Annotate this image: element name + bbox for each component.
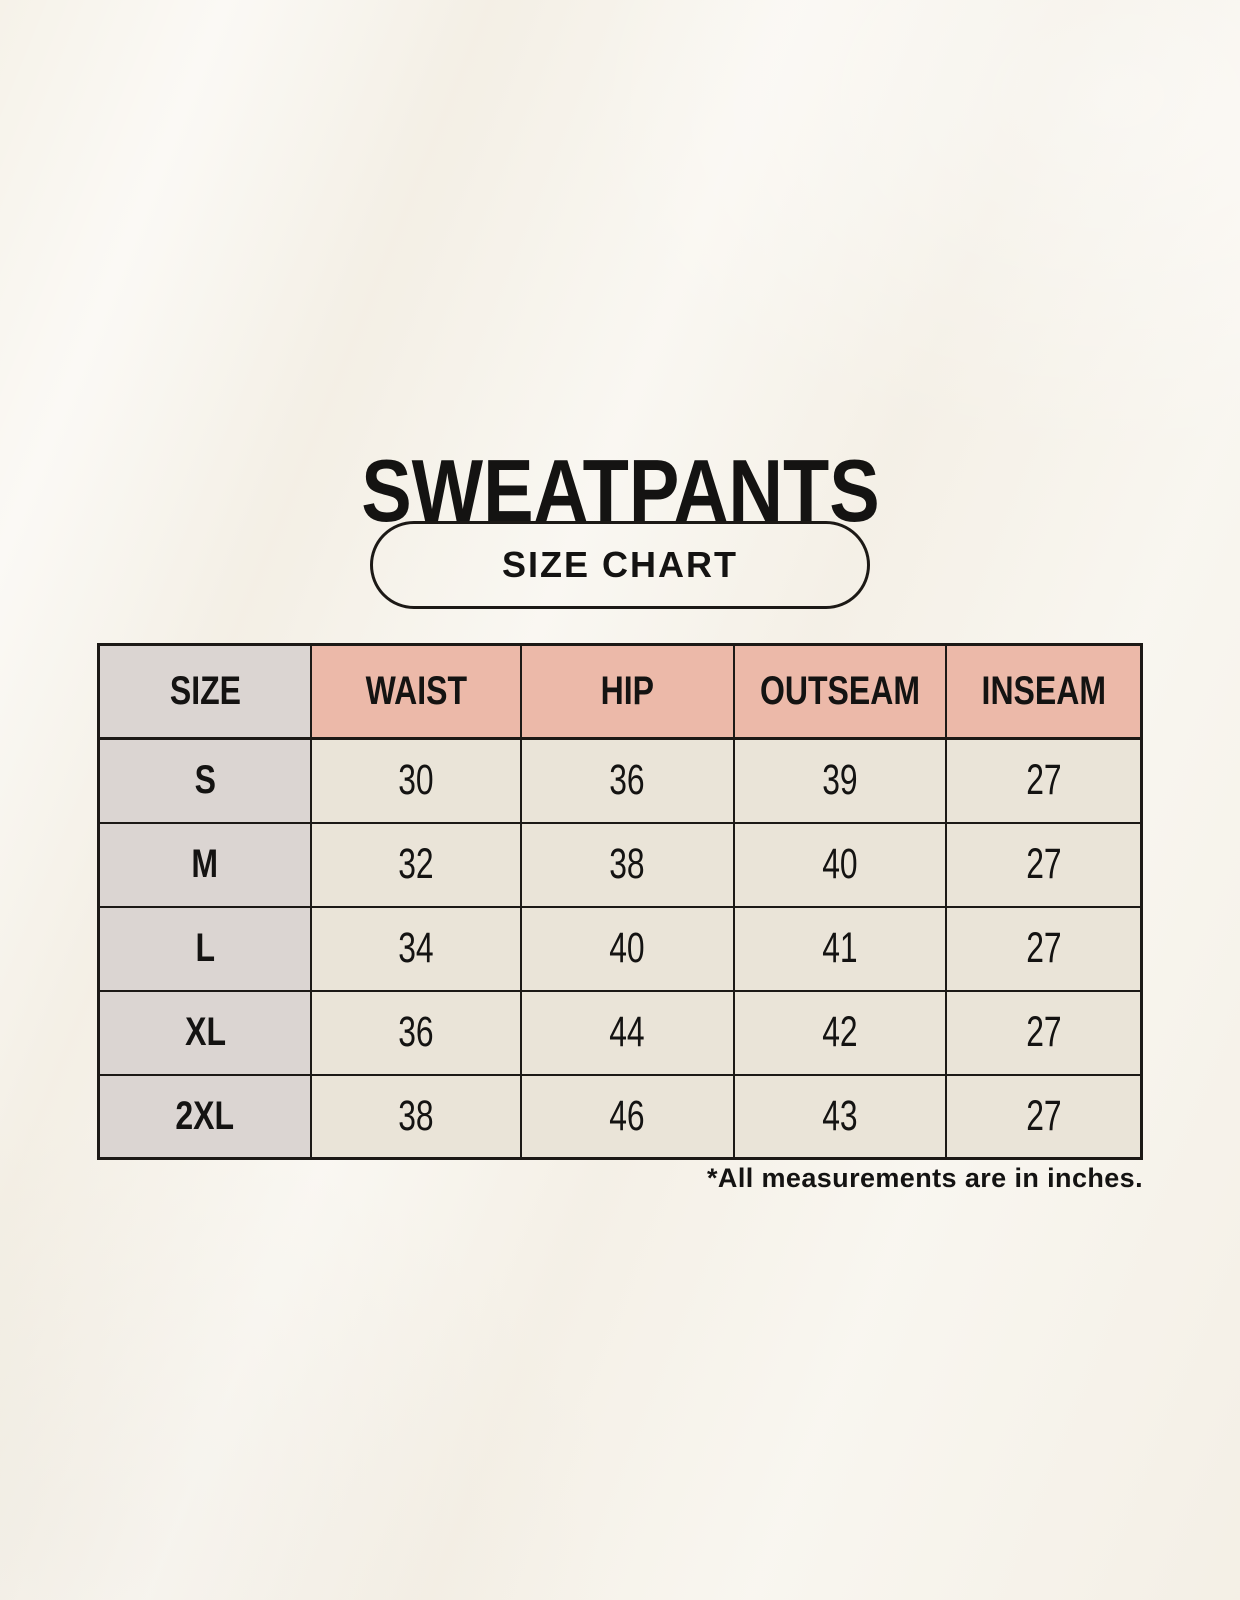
size-table-container xyxy=(97,643,1143,1160)
measurement-value: 27 xyxy=(1026,1091,1062,1140)
measurement-value: 38 xyxy=(609,840,645,888)
header-row xyxy=(99,645,1142,739)
cell-l-hip xyxy=(521,907,734,991)
measurement-value: 42 xyxy=(822,1008,858,1056)
cell-m-inseam xyxy=(946,823,1141,907)
cell-l-outseam xyxy=(734,907,947,991)
size-row-m xyxy=(99,823,1142,907)
size-label-m xyxy=(99,823,312,907)
column-header-label: SIZE xyxy=(169,669,241,713)
measurement-value: 43 xyxy=(822,1091,858,1140)
measurement-value: 40 xyxy=(822,840,858,888)
size-row-2xl xyxy=(99,1075,1142,1159)
cell-s-outseam xyxy=(734,739,947,823)
measurement-value: 27 xyxy=(1026,756,1062,805)
cell-xl-hip xyxy=(521,991,734,1075)
size-label-2xl xyxy=(99,1075,312,1159)
cell-m-waist xyxy=(311,823,521,907)
size-label-text: 2XL xyxy=(175,1093,235,1138)
cell-l-inseam xyxy=(946,907,1141,991)
column-header-label: HIP xyxy=(600,669,654,713)
measurement-value: 40 xyxy=(609,924,645,972)
column-header-hip xyxy=(521,645,734,739)
cell-2xl-waist xyxy=(311,1075,521,1159)
column-header-label: OUTSEAM xyxy=(760,669,921,713)
cell-m-hip xyxy=(521,823,734,907)
column-header-outseam xyxy=(734,645,947,739)
cell-2xl-inseam xyxy=(946,1075,1141,1159)
measurement-value: 38 xyxy=(398,1091,434,1140)
size-table-body xyxy=(99,739,1142,1159)
cell-s-waist xyxy=(311,739,521,823)
measurement-value: 36 xyxy=(398,1008,434,1056)
measurement-value: 36 xyxy=(609,756,645,805)
size-chart-table xyxy=(97,643,1143,1160)
size-label-text: L xyxy=(195,926,215,970)
cell-m-outseam xyxy=(734,823,947,907)
measurement-value: 27 xyxy=(1026,1008,1062,1056)
size-label-text: XL xyxy=(184,1010,226,1054)
column-header-label: WAIST xyxy=(365,669,467,713)
cell-xl-waist xyxy=(311,991,521,1075)
measurement-value: 46 xyxy=(609,1091,645,1140)
page-title-text: SWEATPANTS xyxy=(360,440,880,540)
column-header-waist xyxy=(311,645,521,739)
column-header-size xyxy=(99,645,312,739)
cell-2xl-outseam xyxy=(734,1075,947,1159)
measurement-value: 34 xyxy=(398,924,434,972)
cell-2xl-hip xyxy=(521,1075,734,1159)
size-chart-badge-label: SIZE CHART xyxy=(502,544,738,585)
cell-s-hip xyxy=(521,739,734,823)
measurement-value: 39 xyxy=(822,756,858,805)
size-label-l xyxy=(99,907,312,991)
measurement-value: 30 xyxy=(398,756,434,805)
cell-s-inseam xyxy=(946,739,1141,823)
size-label-text: M xyxy=(191,842,219,886)
measurement-value: 44 xyxy=(609,1008,645,1056)
size-chart-badge xyxy=(370,521,870,609)
measurement-value: 32 xyxy=(398,840,434,888)
size-row-l xyxy=(99,907,1142,991)
size-row-xl xyxy=(99,991,1142,1075)
size-row-s xyxy=(99,739,1142,823)
measurement-note: *All measurements are in inches. xyxy=(707,1163,1143,1193)
column-header-label: INSEAM xyxy=(981,669,1106,713)
measurement-value: 27 xyxy=(1026,924,1062,972)
measurement-value: 27 xyxy=(1026,840,1062,888)
cell-xl-outseam xyxy=(734,991,947,1075)
column-header-inseam xyxy=(946,645,1141,739)
cell-xl-inseam xyxy=(946,991,1141,1075)
measurement-value: 41 xyxy=(822,924,858,972)
size-label-text: S xyxy=(194,758,216,803)
size-table-header xyxy=(99,645,1142,739)
cell-l-waist xyxy=(311,907,521,991)
size-label-s xyxy=(99,739,312,823)
size-label-xl xyxy=(99,991,312,1075)
